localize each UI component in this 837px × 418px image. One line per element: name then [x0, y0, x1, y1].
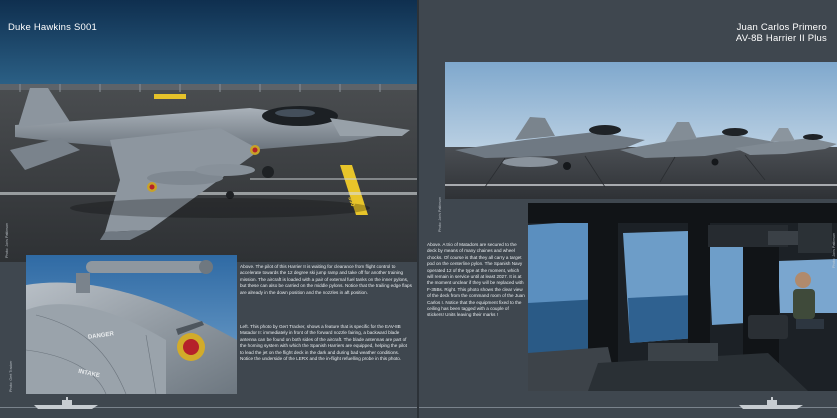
photo-credit-top: Photo: Joris Pattinson: [5, 223, 9, 258]
bridge-view-illustration: [528, 203, 837, 391]
bridge-view-photo: [528, 203, 837, 391]
antenna-closeup-illustration: [26, 255, 237, 394]
harrier-on-deck-illustration: [0, 0, 418, 262]
deck-number-marking: 350: [346, 196, 356, 208]
photo-credit-top-right: Photo: Joris Pattinson: [438, 197, 442, 232]
harrier-on-deck-photo: [0, 0, 418, 262]
danger-marking: DANGER: [87, 331, 115, 341]
antenna-closeup-photo: [26, 255, 237, 394]
caption-above: Above. The pilot of this Harrier II is waiting for clearance from flight control to accelerate towards the 12 degree ski jump ramp and take off for another training mission. The aircraft is loaded with a pair of external fuel tanks on the inner pylons, but these can also be carried on the middle pylons. Notice that the trailing edge flaps are already in the down position and the nozzles in aft position.: [240, 264, 412, 295]
magazine-header-right: [736, 22, 827, 44]
ship-silhouette-icon: [739, 397, 803, 409]
photo-credit-bottom: Photo: Gert Tracker: [9, 360, 13, 392]
photo-credit-bottom-right: Photo: Joris Pattinson: [832, 233, 836, 268]
header-title-aircraft: AV-8B Harrier II Plus: [735, 33, 827, 44]
header-title-ship: Juan Carlos Primero: [736, 22, 827, 33]
left-page: [0, 0, 418, 418]
ship-silhouette-icon: [34, 397, 98, 409]
caption-trio-and-bridge: Above. A trio of Matadors are secured to the deck by means of many chaines and wheel chocks. Of course is that they all carry a target pod on the centerline pylon. The Spanish Navy operated 12 of the type at the moment, which will remain in service until at least 2027. It is at the moment unclear if they will be replaced with F-35Bs. Right. This photo shows the clear view of the deck from the command room of the Juan Carlos I. Notice that the equipment fixed to the ceiling has been tagged with a couple of stickers! Units leaving their marks !: [427, 242, 525, 318]
caption-left: Left. This photo by Gert Tracker, shows a feature that is specific for the EAV-8B Matador II: immediately in front of the forward nozzle fairing, a backward blade antenna can be found on both sides of the aircraft. The blade antennas are part of the homing system with which the Spanish Harriers are equipped, helping the pilot to lead the jet on the flight deck in the dark and during bad weather conditions. Notice the underside of the LERX and the in-flight refuelling probe in this photo.: [240, 324, 407, 362]
intake-marking: INTAKE: [77, 368, 101, 380]
magazine-header: Duke Hawkins S001: [8, 22, 97, 33]
harrier-trio-photo: [445, 62, 837, 199]
right-page: [419, 0, 837, 418]
harrier-trio-illustration: [445, 62, 837, 199]
